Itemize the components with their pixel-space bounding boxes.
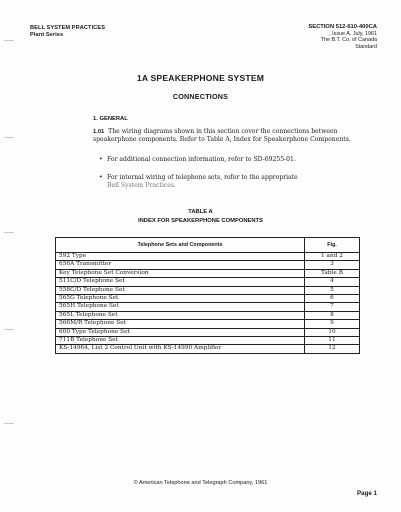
header-series: BELL SYSTEM PRACTICES: [30, 25, 106, 31]
bullet-icon: •: [99, 156, 103, 163]
bullet-item: [99, 174, 377, 190]
component-cell: 565H Telephone Set: [56, 303, 305, 311]
component-cell: 511C/D Telephone Set: [56, 278, 305, 286]
document-title: 1A SPEAKERPHONE SYSTEM: [136, 73, 265, 83]
fig-cell: 4: [305, 278, 360, 286]
component-cell: KS-14964, List 2 Control Unit with KS-14990 Amplifier: [56, 345, 305, 353]
paragraph-number: 1.01: [93, 129, 105, 135]
punch-mark: [4, 423, 14, 424]
fig-cell: 3: [305, 261, 360, 269]
section-number: SECTION 512-610-400CA: [308, 24, 377, 30]
document-subtitle: CONNECTIONS: [172, 92, 229, 101]
page-number: Page 1: [357, 490, 377, 497]
component-cell: 558C/D Telephone Set: [56, 286, 305, 294]
component-cell: 566M/R Telephone Set: [56, 320, 305, 328]
punch-mark: [4, 137, 14, 138]
fig-cell: 9: [305, 320, 360, 328]
table-row: [56, 320, 360, 328]
table-row: [56, 295, 360, 303]
fig-cell: Table B: [305, 269, 360, 277]
column-header-fig: Fig.: [305, 238, 360, 253]
header-plant-series: Plant Series: [30, 32, 64, 38]
fig-cell: 8: [305, 311, 360, 319]
component-cell: 656A Transmitter: [56, 261, 305, 269]
section-heading: 1. GENERAL: [93, 116, 128, 122]
table-header-row: [56, 238, 360, 253]
paragraph-text: The wiring diagrams shown in this section cover the connections between speakerphone components. Refer to Table A, Index for Speakerphone Components.: [93, 128, 351, 143]
column-header-component: Telephone Sets and Components: [56, 238, 305, 253]
bullet-text: For internal wiring of telephone sets, refer to the appropriate: [107, 174, 298, 181]
component-cell: Key Telephone Set Conversion: [56, 269, 305, 277]
component-index-table: [55, 237, 360, 354]
paragraph-1-01: [93, 128, 373, 144]
table-row: [56, 328, 360, 336]
component-cell: 711B Telephone Set: [56, 337, 305, 345]
standard-label: Standard: [355, 43, 377, 50]
table-row: [56, 269, 360, 277]
fig-cell: 5: [305, 286, 360, 294]
component-cell: 565G Telephone Set: [56, 295, 305, 303]
bullet-text: For additional connection information, refer to SD-69255-01.: [107, 156, 296, 163]
header-right: [308, 24, 377, 50]
bullet-text-faint: Bell System Practices.: [107, 182, 176, 189]
table-label: TABLE A: [188, 209, 213, 215]
component-cell: 592 Type: [56, 253, 305, 261]
table-row: [56, 253, 360, 261]
issue-date: , Issue A, July, 1961: [329, 30, 377, 37]
fig-cell: 12: [305, 345, 360, 353]
fig-cell: 11: [305, 337, 360, 345]
table-row: [56, 337, 360, 345]
punch-mark: [4, 232, 14, 233]
header-left: [30, 25, 105, 39]
fig-cell: 1 and 2: [305, 253, 360, 261]
table-row: [56, 303, 360, 311]
table-row: [56, 311, 360, 319]
fig-cell: 7: [305, 303, 360, 311]
punch-mark: [4, 40, 14, 41]
company-name: The B.T. Co. of Canada: [320, 37, 377, 44]
fig-cell: 10: [305, 328, 360, 336]
table-row: [56, 261, 360, 269]
component-cell: 600 Type Telephone Set: [56, 328, 305, 336]
table-row: [56, 286, 360, 294]
table-row: [56, 278, 360, 286]
bullet-icon: •: [99, 174, 103, 181]
bullet-item: [99, 156, 377, 164]
table-row: [56, 345, 360, 353]
component-cell: 565L Telephone Set: [56, 311, 305, 319]
punch-mark: [4, 329, 14, 330]
fig-cell: 6: [305, 295, 360, 303]
copyright-footer: © American Telephone and Telegraph Company, 1961: [133, 480, 268, 486]
table-caption: INDEX FOR SPEAKERPHONE COMPONENTS: [138, 218, 263, 224]
